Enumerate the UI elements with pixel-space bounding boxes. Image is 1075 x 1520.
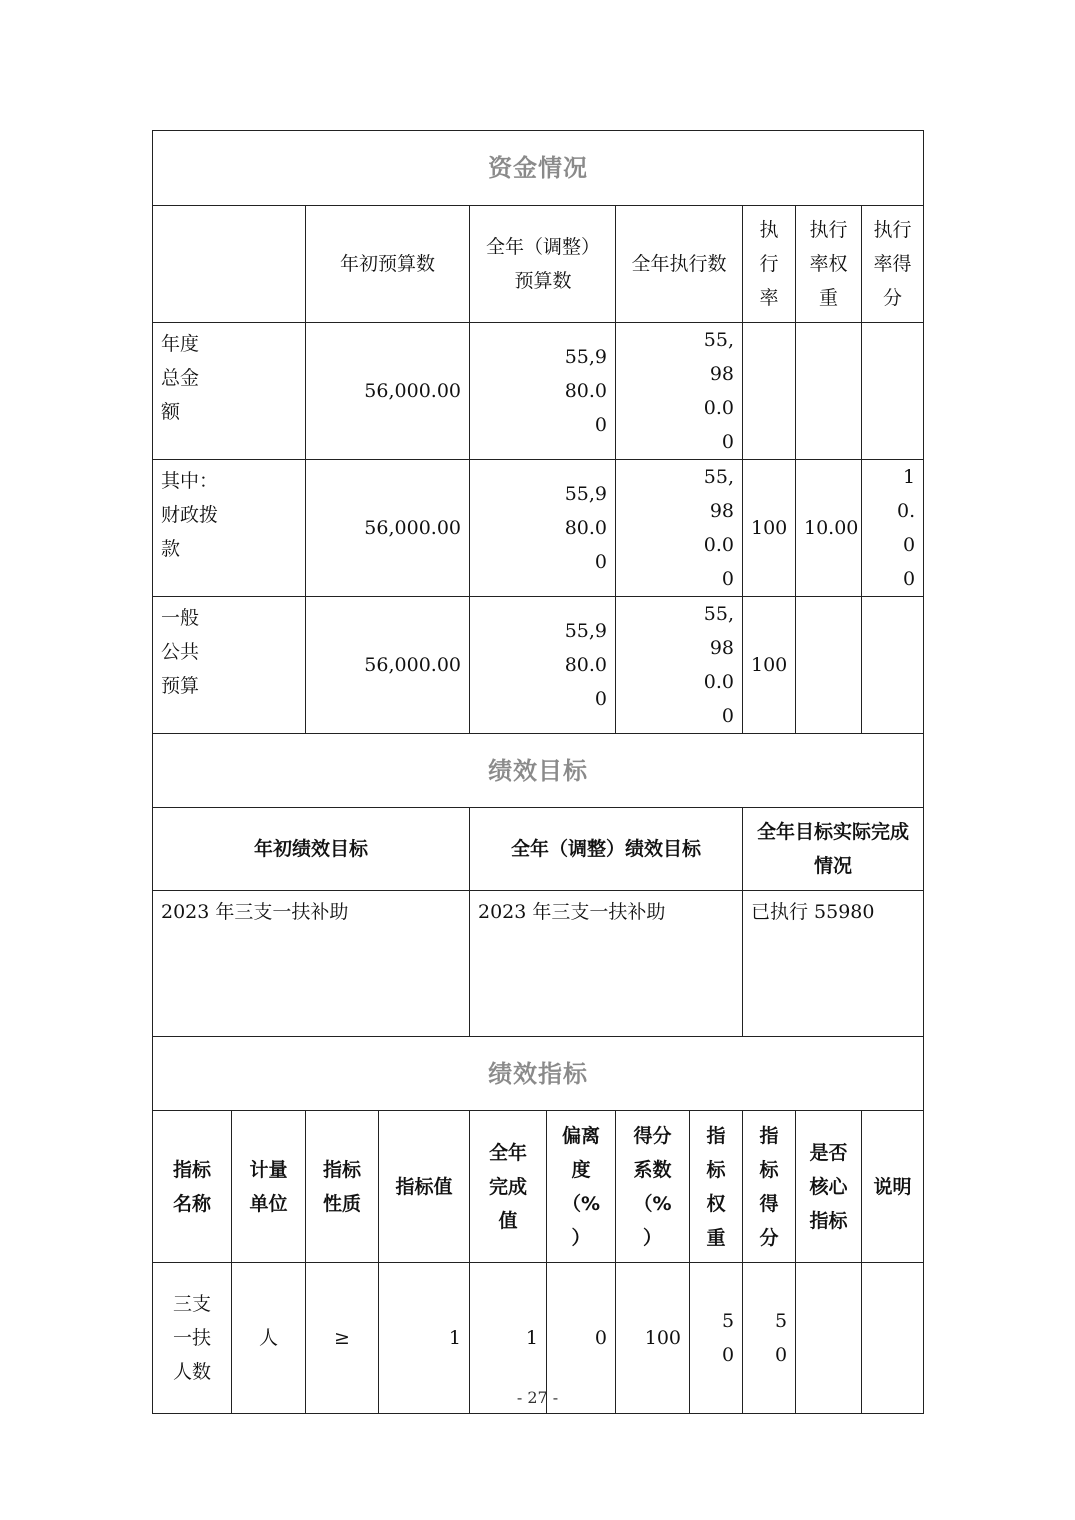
funds-row	[153, 323, 924, 460]
funds-row	[153, 597, 924, 734]
ind-row-weight: 50	[690, 1263, 743, 1414]
ind-row-unit: 人	[232, 1263, 306, 1414]
funds-row-initial: 56,000.00	[306, 460, 470, 597]
page-number: - 27 -	[516, 1388, 559, 1407]
funds-row-weight: 10.00	[796, 460, 862, 597]
funds-row-rate: 100	[743, 460, 796, 597]
goals-actual-value: 已执行 55980	[743, 891, 924, 1037]
goals-header-adjusted: 全年（调整）绩效目标	[470, 808, 743, 891]
funds-row-rate: 100	[743, 597, 796, 734]
ind-header-coef: 得分系数（%）	[616, 1111, 690, 1263]
goals-section-title: 绩效目标	[153, 734, 924, 808]
ind-header-score: 指标得分	[743, 1111, 796, 1263]
funds-header-blank	[153, 206, 306, 323]
funds-header-executed: 全年执行数	[616, 206, 743, 323]
funds-header-initial: 年初预算数	[306, 206, 470, 323]
funds-row-adjusted: 55,980.00	[470, 323, 616, 460]
ind-header-value: 指标值	[379, 1111, 470, 1263]
funds-row	[153, 460, 924, 597]
funds-row-rate	[743, 323, 796, 460]
goals-initial-value: 2023 年三支一扶补助	[153, 891, 470, 1037]
funds-header-weight: 执行率权重	[796, 206, 862, 323]
funds-section-title: 资金情况	[153, 131, 924, 206]
ind-row-score: 50	[743, 1263, 796, 1414]
funds-row-adjusted: 55,980.00	[470, 597, 616, 734]
funds-row-label: 一般公共预算	[153, 597, 306, 734]
ind-row-value: 1	[379, 1263, 470, 1414]
funds-header-adjusted: 全年（调整）预算数	[470, 206, 616, 323]
budget-performance-table	[152, 130, 924, 1414]
ind-header-unit: 计量单位	[232, 1111, 306, 1263]
goals-header-initial: 年初绩效目标	[153, 808, 470, 891]
indicators-section-title: 绩效指标	[153, 1037, 924, 1111]
funds-row-label: 年度总金额	[153, 323, 306, 460]
ind-row-completed: 1	[470, 1263, 547, 1414]
ind-header-deviation: 偏离度（%）	[547, 1111, 616, 1263]
funds-row-adjusted: 55,980.00	[470, 460, 616, 597]
ind-header-name: 指标名称	[153, 1111, 232, 1263]
funds-row-weight	[796, 323, 862, 460]
goals-header-actual: 全年目标实际完成情况	[743, 808, 924, 891]
ind-header-core: 是否核心指标	[796, 1111, 862, 1263]
goals-adjusted-value: 2023 年三支一扶补助	[470, 891, 743, 1037]
ind-row-deviation: 0	[547, 1263, 616, 1414]
funds-row-executed: 55,980.00	[616, 597, 743, 734]
ind-row-nature: ≥	[306, 1263, 379, 1414]
ind-header-note: 说明	[862, 1111, 924, 1263]
funds-row-initial: 56,000.00	[306, 597, 470, 734]
ind-header-weight: 指标权重	[690, 1111, 743, 1263]
ind-row-coef: 100	[616, 1263, 690, 1414]
funds-row-score: 10.00	[862, 460, 924, 597]
funds-row-executed: 55,980.00	[616, 323, 743, 460]
funds-row-executed: 55,980.00	[616, 460, 743, 597]
ind-row-name: 三支一扶人数	[153, 1263, 232, 1414]
funds-row-score	[862, 597, 924, 734]
funds-row-weight	[796, 597, 862, 734]
ind-header-nature: 指标性质	[306, 1111, 379, 1263]
funds-header-rate: 执行率	[743, 206, 796, 323]
funds-row-score	[862, 323, 924, 460]
funds-row-label: 其中：财政拨款	[153, 460, 306, 597]
funds-row-initial: 56,000.00	[306, 323, 470, 460]
ind-header-completed: 全年完成值	[470, 1111, 547, 1263]
funds-header-score: 执行率得分	[862, 206, 924, 323]
